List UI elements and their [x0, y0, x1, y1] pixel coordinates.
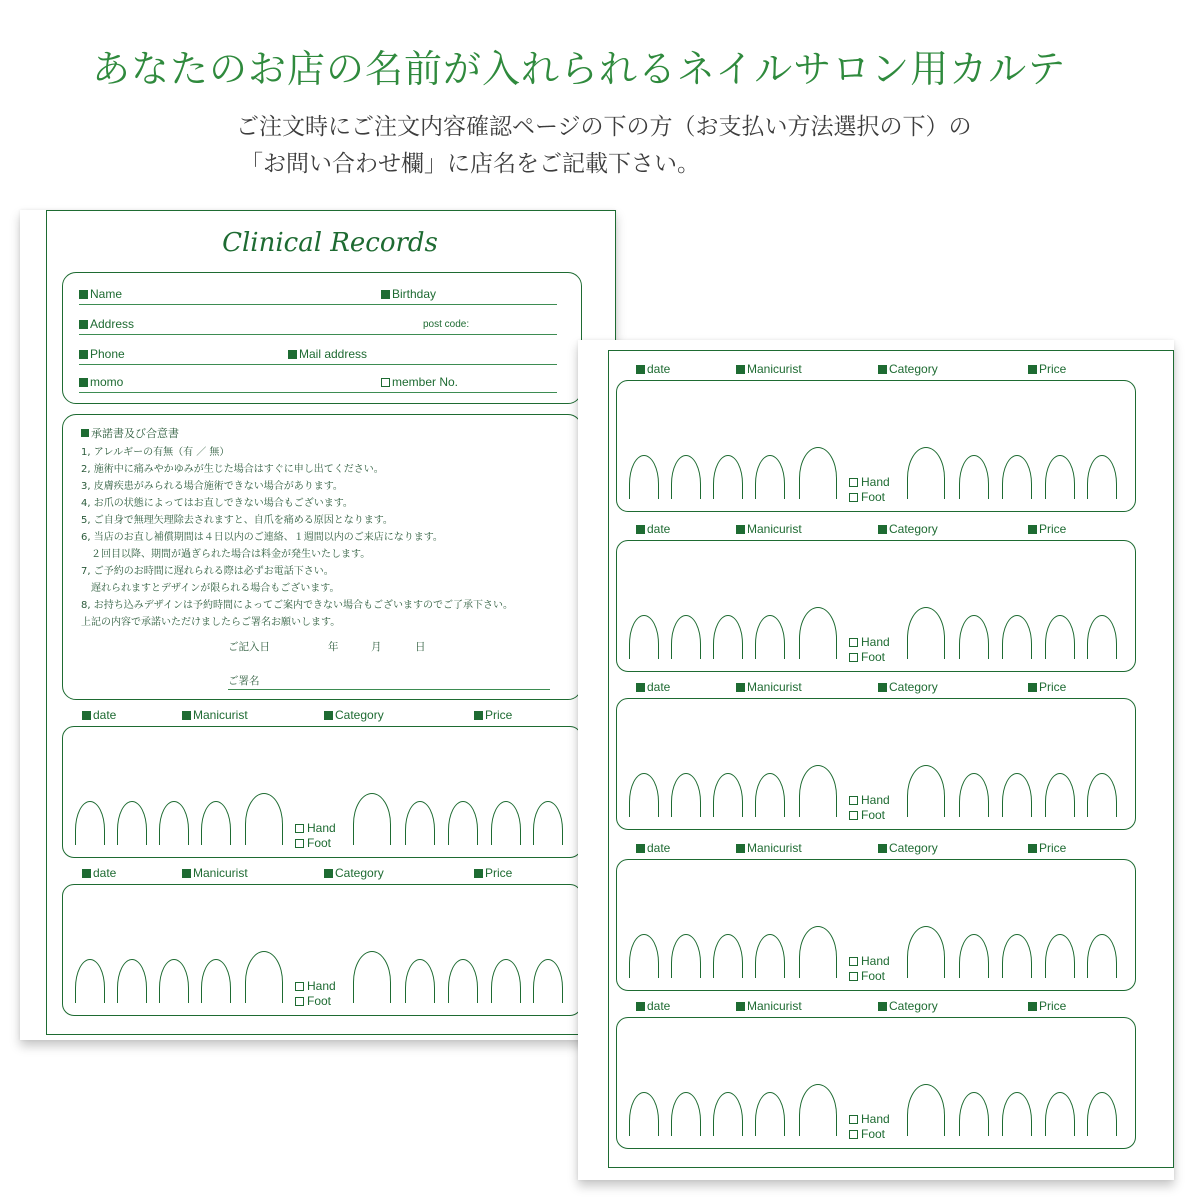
- nail-shape: [201, 959, 231, 1003]
- nail-shape: [629, 1092, 659, 1136]
- date-field: date: [636, 522, 670, 536]
- nail-shape: [1087, 934, 1117, 978]
- nail-shape: [755, 455, 785, 499]
- treatment-record-box: [616, 698, 1136, 830]
- nail-shape: [671, 455, 701, 499]
- hand-foot-options: [849, 475, 890, 505]
- foot-checkbox[interactable]: Foot: [295, 836, 336, 851]
- nail-shape: [405, 801, 435, 845]
- nail-shape: [1002, 615, 1032, 659]
- consent-agreement-box: [62, 414, 582, 700]
- manicurist-field: Manicurist: [736, 680, 802, 694]
- manicurist-field: Manicurist: [736, 522, 802, 536]
- mail-address-field: Mail address: [288, 347, 367, 361]
- nail-shape: [755, 934, 785, 978]
- headline: あなたのお店の名前が入れられるネイルサロン用カルテ: [92, 47, 1067, 91]
- day-label: 日: [415, 641, 426, 653]
- foot-checkbox[interactable]: Foot: [849, 650, 890, 665]
- nail-shape: [75, 959, 105, 1003]
- price-field: Price: [1028, 522, 1066, 536]
- price-field: Price: [1028, 841, 1066, 855]
- checkbox-icon: [849, 972, 858, 981]
- treatment-record: [616, 522, 1136, 672]
- thumb-nail-shape: [907, 607, 945, 659]
- thumb-nail-shape: [799, 1084, 837, 1136]
- checkbox-icon: [295, 997, 304, 1006]
- consent-line: 遅れられますとデザインが限られる場合もございます。: [81, 583, 340, 594]
- consent-line: 5, ご自身で無理矢理除去されますと、自爪を痛める原因となります。: [81, 515, 393, 526]
- consent-line: 4, お爪の状態によってはお直しできない場合もございます。: [81, 498, 353, 509]
- category-field: Category: [878, 999, 938, 1013]
- price-field: Price: [1028, 362, 1066, 376]
- nail-shape: [959, 615, 989, 659]
- thumb-nail-shape: [799, 447, 837, 499]
- memo-field: momo: [79, 375, 123, 389]
- birthday-field: Birthday: [381, 287, 436, 301]
- hand-foot-options: [295, 979, 336, 1009]
- treatment-record-box: [616, 540, 1136, 672]
- checkbox-icon: [849, 796, 858, 805]
- customer-info-box: [62, 272, 582, 404]
- nail-shape: [1045, 773, 1075, 817]
- treatment-record: [62, 708, 582, 858]
- record-sheet-front: [20, 210, 616, 1040]
- checkbox-icon: [849, 478, 858, 487]
- nail-shape: [671, 773, 701, 817]
- treatment-record: [616, 362, 1136, 512]
- phone-underline: [79, 364, 557, 365]
- hand-checkbox[interactable]: Hand: [849, 1112, 890, 1127]
- price-field: Price: [474, 866, 512, 880]
- foot-checkbox[interactable]: Foot: [849, 808, 890, 823]
- entry-date-label: ご記入日: [228, 641, 270, 653]
- nail-shape: [533, 801, 563, 845]
- hand-checkbox[interactable]: Hand: [849, 793, 890, 808]
- nail-shape: [117, 801, 147, 845]
- foot-checkbox[interactable]: Foot: [849, 490, 890, 505]
- name-field: Name: [79, 287, 122, 301]
- hand-foot-options: [849, 954, 890, 984]
- nail-shape: [491, 959, 521, 1003]
- category-field: Category: [324, 708, 384, 722]
- nail-shape: [491, 801, 521, 845]
- manicurist-field: Manicurist: [182, 708, 248, 722]
- checkbox-icon: [849, 638, 858, 647]
- nail-shape: [959, 773, 989, 817]
- thumb-nail-shape: [799, 926, 837, 978]
- foot-checkbox[interactable]: Foot: [295, 994, 336, 1009]
- treatment-record-box: [616, 380, 1136, 512]
- name-underline: [79, 304, 557, 305]
- nail-shape: [755, 773, 785, 817]
- thumb-nail-shape: [799, 607, 837, 659]
- hand-checkbox[interactable]: Hand: [849, 635, 890, 650]
- category-field: Category: [878, 680, 938, 694]
- hand-checkbox[interactable]: Hand: [849, 954, 890, 969]
- nail-shape: [1002, 1092, 1032, 1136]
- nail-shape: [533, 959, 563, 1003]
- price-field: Price: [1028, 999, 1066, 1013]
- treatment-record: [616, 680, 1136, 830]
- date-field: date: [82, 866, 116, 880]
- thumb-nail-shape: [799, 765, 837, 817]
- date-field: date: [82, 708, 116, 722]
- nail-shape: [755, 615, 785, 659]
- category-field: Category: [324, 866, 384, 880]
- nail-shape: [201, 801, 231, 845]
- checkbox-icon: [849, 653, 858, 662]
- nail-shape: [1002, 934, 1032, 978]
- hand-checkbox[interactable]: Hand: [295, 979, 336, 994]
- record-sheet-back: [578, 340, 1174, 1180]
- hand-foot-options: [295, 821, 336, 851]
- manicurist-field: Manicurist: [182, 866, 248, 880]
- nail-shape: [959, 1092, 989, 1136]
- member-number-field: member No.: [381, 375, 458, 389]
- consent-line: ２回目以降、期間が過ぎられた場合は料金が発生いたします。: [81, 549, 371, 560]
- nail-shape: [448, 801, 478, 845]
- consent-line: 1, アレルギーの有無（有 ／ 無）: [81, 447, 230, 458]
- nail-shape: [1045, 934, 1075, 978]
- manicurist-field: Manicurist: [736, 841, 802, 855]
- hand-checkbox[interactable]: Hand: [295, 821, 336, 836]
- nail-shape: [755, 1092, 785, 1136]
- month-label: 月: [371, 641, 382, 653]
- nail-shape: [713, 934, 743, 978]
- nail-shape: [629, 773, 659, 817]
- foot-checkbox[interactable]: Foot: [849, 969, 890, 984]
- phone-field: Phone: [79, 347, 125, 361]
- nail-shape: [629, 455, 659, 499]
- signature-underline: [228, 689, 550, 690]
- thumb-nail-shape: [907, 447, 945, 499]
- treatment-record-box: [62, 884, 582, 1016]
- consent-line: 6, 当店のお直し補償期間は４日以内のご連絡、１週間以内のご来店になります。: [81, 532, 443, 543]
- checkbox-icon: [295, 839, 304, 848]
- date-field: date: [636, 999, 670, 1013]
- checkbox-icon: [849, 493, 858, 502]
- hand-checkbox[interactable]: Hand: [849, 475, 890, 490]
- nail-shape: [1045, 615, 1075, 659]
- checkbox-icon: [849, 957, 858, 966]
- thumb-nail-shape: [245, 951, 283, 1003]
- hand-foot-options: [849, 1112, 890, 1142]
- consent-line: 7, ご予約のお時間に遅れられる際は必ずお電話下さい。: [81, 566, 334, 577]
- nail-shape: [1002, 455, 1032, 499]
- nail-shape: [117, 959, 147, 1003]
- nail-shape: [75, 801, 105, 845]
- category-field: Category: [878, 841, 938, 855]
- consent-line: 3, 皮膚疾患がみられる場合施術できない場合があります。: [81, 481, 343, 492]
- nail-shape: [959, 934, 989, 978]
- hand-foot-options: [849, 793, 890, 823]
- checkbox-icon: [849, 1130, 858, 1139]
- nail-shape: [448, 959, 478, 1003]
- treatment-record-box: [616, 859, 1136, 991]
- thumb-nail-shape: [353, 951, 391, 1003]
- order-note-line-1: ご注文時にご注文内容確認ページの下の方（お支払い方法選択の下）の: [236, 114, 972, 140]
- treatment-record: [616, 999, 1136, 1149]
- post-code-field: post code:: [423, 319, 470, 330]
- nail-shape: [713, 455, 743, 499]
- nail-shape: [629, 934, 659, 978]
- nail-shape: [713, 615, 743, 659]
- address-field: Address: [79, 317, 134, 331]
- checkbox-icon: [849, 811, 858, 820]
- nail-shape: [1087, 615, 1117, 659]
- nail-shape: [1087, 773, 1117, 817]
- nail-shape: [671, 615, 701, 659]
- nail-shape: [1002, 773, 1032, 817]
- manicurist-field: Manicurist: [736, 999, 802, 1013]
- nail-shape: [159, 959, 189, 1003]
- checkbox-icon: [295, 982, 304, 991]
- treatment-record: [62, 866, 582, 1016]
- nail-shape: [713, 773, 743, 817]
- nail-shape: [1087, 455, 1117, 499]
- nail-shape: [1087, 1092, 1117, 1136]
- nail-shape: [713, 1092, 743, 1136]
- category-field: Category: [878, 522, 938, 536]
- thumb-nail-shape: [907, 1084, 945, 1136]
- date-field: date: [636, 362, 670, 376]
- order-note-line-2: 「お問い合わせ欄」に店名をご記載下さい。: [240, 151, 700, 177]
- thumb-nail-shape: [907, 765, 945, 817]
- treatment-record-box: [62, 726, 582, 858]
- consent-title: 承諾書及び合意書: [81, 425, 179, 441]
- consent-line: 2, 施術中に痛みやかゆみが生じた場合はすぐに申し出てください。: [81, 464, 384, 475]
- card-title: Clinical Records: [222, 228, 438, 258]
- nail-shape: [1045, 455, 1075, 499]
- nail-shape: [671, 934, 701, 978]
- hand-foot-options: [849, 635, 890, 665]
- nail-shape: [629, 615, 659, 659]
- foot-checkbox[interactable]: Foot: [849, 1127, 890, 1142]
- treatment-record: [616, 841, 1136, 991]
- memo-underline: [79, 392, 557, 393]
- nail-shape: [959, 455, 989, 499]
- year-label: 年: [328, 641, 339, 653]
- thumb-nail-shape: [907, 926, 945, 978]
- price-field: Price: [474, 708, 512, 722]
- category-field: Category: [878, 362, 938, 376]
- checkbox-icon: [295, 824, 304, 833]
- consent-line: 8, お持ち込みデザインは予約時間によってご案内できない場合もございますのでご了承下さい。: [81, 600, 514, 611]
- price-field: Price: [1028, 680, 1066, 694]
- signature-label: ご署名: [228, 675, 260, 687]
- thumb-nail-shape: [245, 793, 283, 845]
- date-field: date: [636, 680, 670, 694]
- consent-line: 上記の内容で承諾いただけましたらご署名お願いします。: [81, 617, 341, 628]
- treatment-record-box: [616, 1017, 1136, 1149]
- date-field: date: [636, 841, 670, 855]
- checkbox-icon: [849, 1115, 858, 1124]
- thumb-nail-shape: [353, 793, 391, 845]
- nail-shape: [671, 1092, 701, 1136]
- nail-shape: [405, 959, 435, 1003]
- nail-shape: [1045, 1092, 1075, 1136]
- address-underline: [79, 334, 557, 335]
- nail-shape: [159, 801, 189, 845]
- manicurist-field: Manicurist: [736, 362, 802, 376]
